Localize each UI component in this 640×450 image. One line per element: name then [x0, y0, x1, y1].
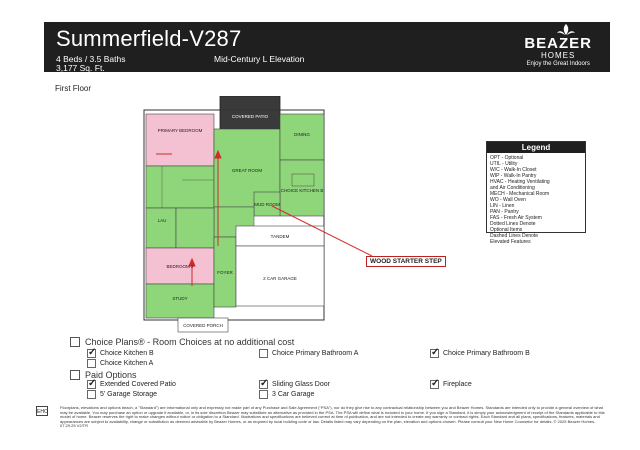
logo-tagline: Enjoy the Great Indoors: [526, 61, 590, 67]
legend-item: and Air Conditioning: [490, 185, 535, 191]
legend-title: Legend: [487, 142, 585, 153]
label-mudroom: MUD ROOM: [254, 202, 280, 207]
option-fireplace[interactable]: [430, 380, 472, 389]
checkbox-unchecked[interactable]: [259, 349, 268, 358]
house-icon: [70, 337, 80, 347]
option-sliding-glass-door[interactable]: [259, 380, 330, 389]
elevation-name: Mid-Century L Elevation: [214, 54, 305, 64]
square-footage: 3,177 Sq. Ft.: [56, 63, 105, 73]
equal-housing-icon: EHO: [36, 406, 48, 416]
choice-plans-heading: [70, 337, 294, 347]
label-study: STUDY: [172, 296, 188, 301]
bath-2-area: [146, 208, 176, 248]
dollar-icon: [70, 370, 80, 380]
header-bar: [44, 22, 610, 72]
option-3-car-garage[interactable]: [259, 390, 314, 399]
legend-item: MECH - Mechanical Room: [490, 191, 550, 197]
beazer-logo: [524, 36, 592, 68]
study-area: [146, 284, 214, 318]
disclaimer-text: Floorplans, elevations and options beach, a "Standard") are informational only and expressly not made part of any Purchase and Sale Agreement ("PSA"), nor do they give rise to any contractual relationship between you and Beazer Homes. Standards are intended only to provide a general overview of what may be available. You may purchase an option or upgrade if available, or, in its sole discretion Beazer may substitute an alternative as provided in the PSA. The PSA will define what is included in your home. If you sign a Standard, it is simply your acknowledgment of receipt of the Standards applicable to this model of home. Beazer reserves the right to make changes without notice or obligation to a Standard. Illustrations and specifications are believed correct at time of publication, and are not intended to create any warranty or contract rights. Each Standard and all plans, specifications, features, materials and appearances are subject to availability, change or substitution as deemed advisable by Beazer Homes, or as required by local building code or law. Details listed may vary depending on the plan, elevation and options chosen. Please consult your New Home Counselor for details. © 2025 Beazer Homes. 07.29.25 V2/TR: [60, 405, 605, 429]
label-great-room: GREAT ROOM: [231, 168, 263, 173]
option-label: Choice Kitchen A: [100, 360, 154, 367]
checkbox-unchecked[interactable]: [87, 390, 96, 399]
primary-bedroom-area: [146, 114, 214, 166]
label-covered-patio: COVERED PATIO: [231, 114, 269, 119]
option-garage-storage[interactable]: [87, 390, 157, 399]
legend-item: Dashed Lines Denote: [490, 233, 539, 239]
option-label: Choice Kitchen B: [100, 350, 154, 357]
legend-item: W/C - Walk-In Closet: [490, 167, 537, 173]
wood-starter-step-callout: WOOD STARTER STEP: [366, 256, 446, 267]
legend-item: UTIL - Utility: [490, 161, 518, 167]
beds-baths: 4 Beds / 3.5 Baths: [56, 54, 126, 64]
logo-sub: HOMES: [540, 51, 576, 60]
choice-plans-title: Choice Plans® - Room Choices at no additional cost: [85, 337, 295, 347]
primary-bath-area: [146, 166, 214, 208]
label-tandem: TANDEM: [270, 234, 290, 239]
covered-patio-area: [220, 96, 280, 129]
legend-item: WO - Wall Oven: [490, 197, 526, 203]
legend-list: [487, 153, 585, 247]
label-bedroom-2: BEDROOM 2: [166, 264, 194, 269]
logo-name: BEAZER: [524, 35, 592, 52]
legend-item: HVAC - Heating Ventilating: [490, 179, 550, 185]
checkbox-unchecked[interactable]: [87, 359, 96, 368]
legend-item: PAN - Pantry: [490, 209, 519, 215]
option-choice-kitchen-b[interactable]: [87, 349, 154, 358]
checkbox-checked[interactable]: [430, 380, 439, 389]
option-label: Sliding Glass Door: [272, 381, 330, 388]
legend-item: Dotted Lines Denote: [490, 221, 536, 227]
label-laundry: LAU: [157, 218, 167, 223]
checkbox-checked[interactable]: [259, 380, 268, 389]
legend-item: Elevated Features: [490, 239, 531, 245]
option-label: 5' Garage Storage: [100, 391, 157, 398]
label-foyer: FOYER: [217, 270, 233, 275]
label-dining: DINING: [294, 132, 310, 137]
floor-label: First Floor: [55, 84, 91, 93]
legend-item: OPT - Optional: [490, 155, 524, 161]
label-garage: 2 CAR GARAGE: [263, 276, 297, 281]
checkbox-checked[interactable]: [430, 349, 439, 358]
checkbox-checked[interactable]: [87, 380, 96, 389]
leaf-icon: [556, 24, 576, 36]
option-label: Fireplace: [443, 381, 472, 388]
footer-icons: [36, 406, 50, 416]
legend-item: WIP - Walk-In Pantry: [490, 173, 537, 179]
floor-plan: [132, 96, 472, 336]
paid-options-heading: [70, 370, 137, 380]
option-choice-primary-bath-b[interactable]: [430, 349, 530, 358]
label-kitchen: CHOICE KITCHEN B: [280, 188, 324, 193]
dining-area: [280, 114, 324, 160]
label-covered-porch: COVERED PORCH: [183, 323, 223, 328]
legend-item: Optional Items: [490, 227, 523, 233]
label-primary-bedroom: PRIMARY BEDROOM: [157, 128, 203, 133]
checkbox-unchecked[interactable]: [259, 390, 268, 399]
option-label: Choice Primary Bathroom B: [443, 350, 530, 357]
legend-item: FAS - Fresh Air System: [490, 215, 542, 221]
legend-box: [486, 141, 586, 245]
option-choice-primary-bath-a[interactable]: [259, 349, 358, 358]
option-label: Extended Covered Patio: [100, 381, 176, 388]
option-extended-covered-patio[interactable]: [87, 380, 176, 389]
option-choice-kitchen-a[interactable]: [87, 359, 153, 368]
option-label: 3 Car Garage: [272, 391, 315, 398]
plan-title: Summerfield-V287: [56, 26, 242, 51]
option-label: Choice Primary Bathroom A: [272, 350, 359, 357]
checkbox-checked[interactable]: [87, 349, 96, 358]
paid-options-title: Paid Options: [85, 370, 137, 380]
legend-item: LIN - Linen: [490, 203, 515, 209]
